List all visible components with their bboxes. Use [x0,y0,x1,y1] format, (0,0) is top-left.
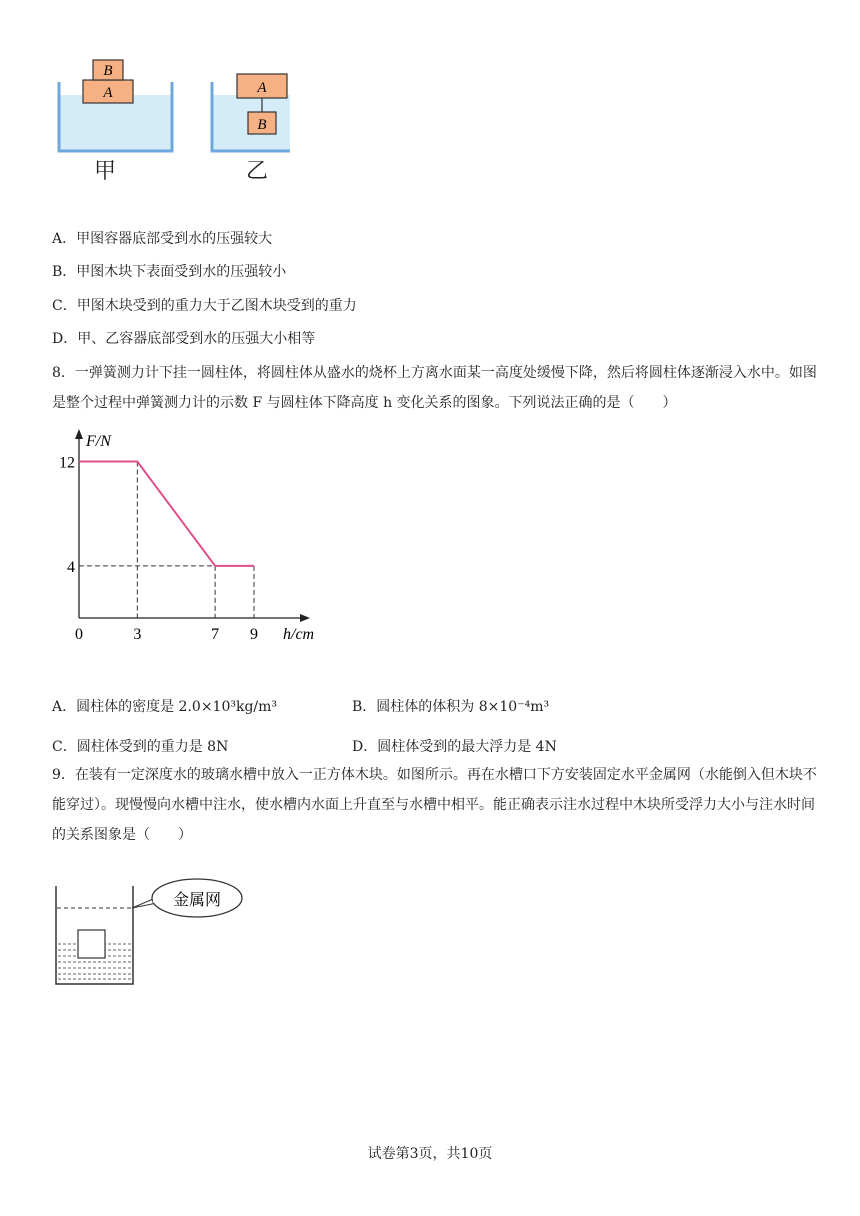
q8-stem [52,358,822,418]
block-a-label: A [103,85,113,101]
label-jia: 甲 [94,159,117,184]
y-tick-label: 12 [59,454,75,472]
x-tick-label: 0 [75,626,83,643]
q8-option-c: C．圆柱体受到的重力是 8N [52,739,229,755]
q7-option-c: C．甲图木块受到的重力大于乙图木块受到的重力 [52,298,357,314]
container-jia [59,60,172,151]
x-axis-label: h/cm [283,626,315,643]
block-b-label: B [103,63,113,79]
q9-stem [52,760,822,850]
x-tick-label: 7 [211,626,220,643]
q8-chart [50,425,340,650]
series-line [79,462,254,566]
q7-option-a: A．甲图容器底部受到水的压强较大 [52,231,273,247]
x-tick-label: 9 [250,626,259,643]
q8-stem-text: 8．一弹簧测力计下挂一圆柱体，将圆柱体从盛水的烧杯上方离水面某一高度处缓慢下降，然后将圆柱体逐渐浸入水中。如图是整个过程中弹簧测力计的示数 F 与圆柱体下降高度 h 变化关系的图象。下列说法正确的是（ ） [52,365,817,411]
x-axis-arrow [300,614,310,622]
x-tick-label: 3 [133,626,142,643]
q8-option-a: A．圆柱体的密度是 2.0×10³kg/m³ [52,699,278,715]
q9-stem-text: 9．在装有一定深度水的玻璃水槽中放入一正方体木块。如图所示。再在水槽口下方安装固定水平金属网（水能倒入但木块不能穿过）。现慢慢向水槽中注水，使水槽内水面上升直至与水槽中相平。能正确表示注水过程中木块所受浮力大小与注水时间的关系图象是（ ） [52,767,817,843]
block-b-label: B [257,117,267,133]
y-axis-label: F/N [86,433,111,450]
container-yi [212,74,290,151]
callout-text: 金属网 [172,890,222,909]
q7-option-b: B．甲图木块下表面受到水的压强较小 [52,264,287,280]
label-yi: 乙 [246,159,269,184]
block-a-label: A [257,80,267,96]
q9-figure [48,874,248,989]
y-axis-arrow [75,429,83,439]
q7-option-d: D．甲、乙容器底部受到水的压强大小相等 [52,331,316,347]
q8-option-d: D．圆柱体受到的最大浮力是 4N [352,739,557,755]
page-footer: 试卷第3页，共10页 [367,1146,493,1162]
q8-option-b: B．圆柱体的体积为 8×10⁻⁴m³ [352,699,550,715]
y-tick-label: 4 [67,558,75,576]
wood-block [78,930,105,958]
